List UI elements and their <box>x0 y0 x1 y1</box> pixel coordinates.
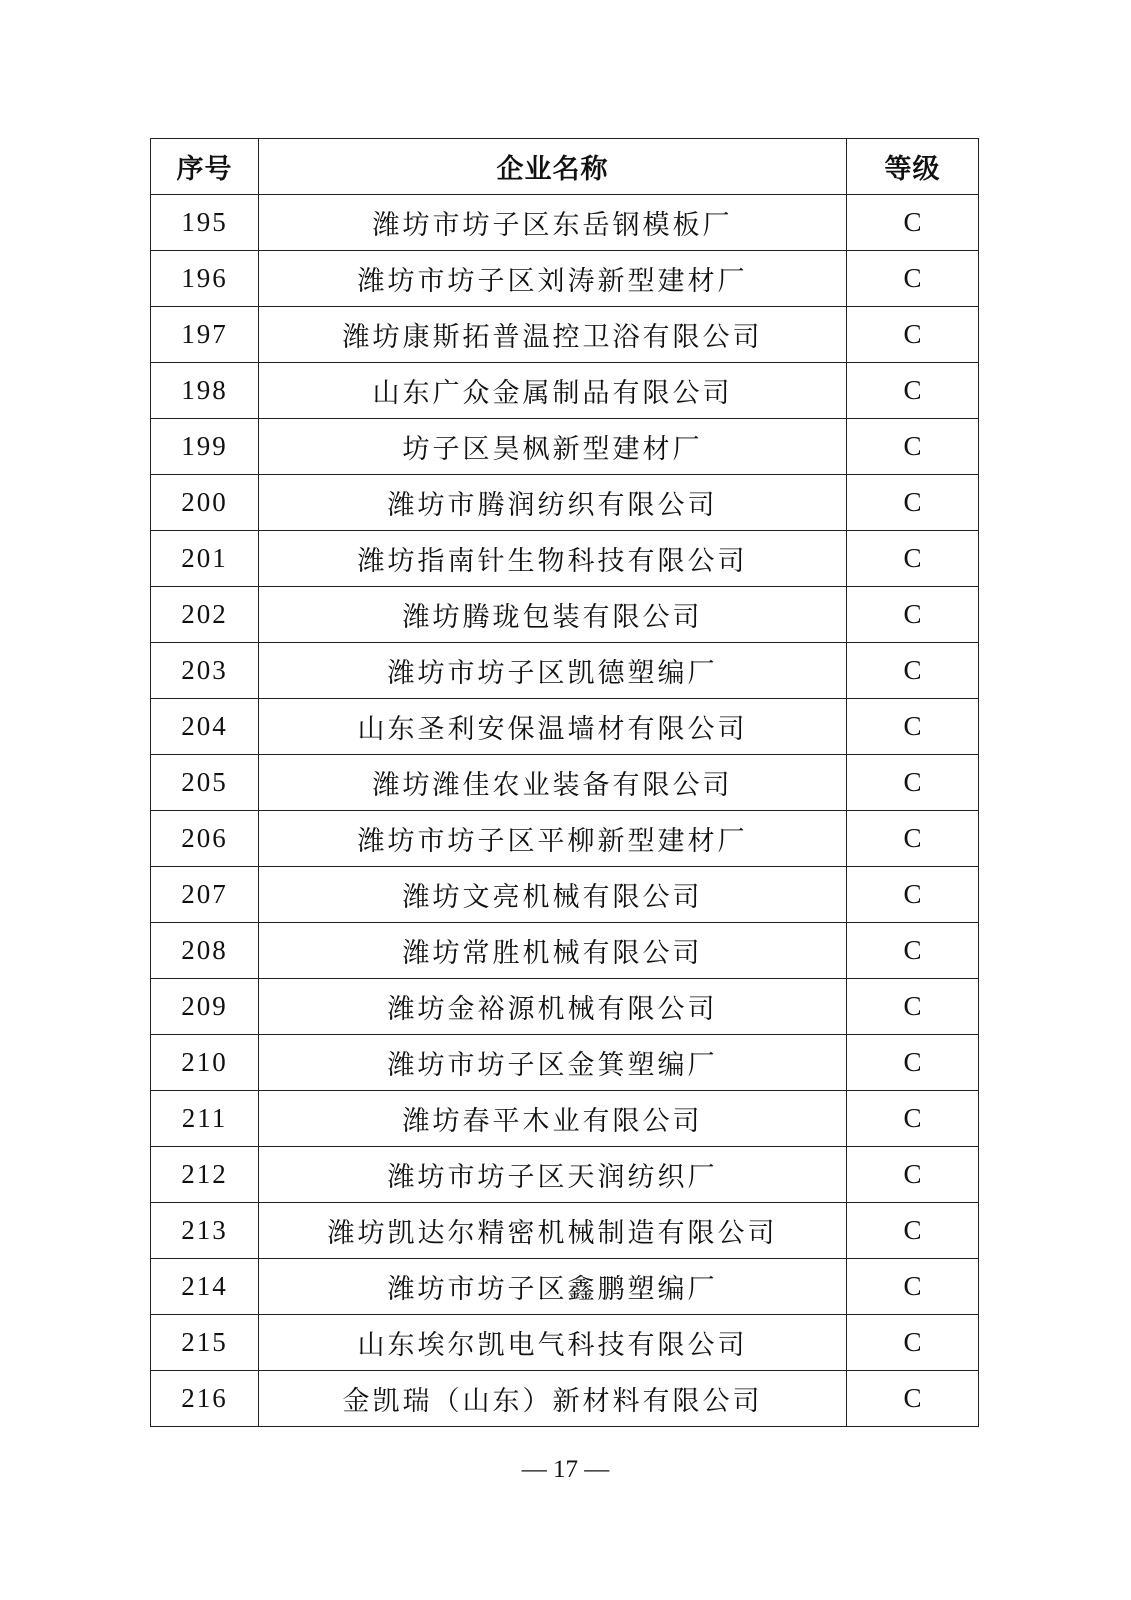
header-grade: 等级 <box>847 139 979 195</box>
header-row <box>151 139 979 195</box>
cell-name: 潍坊市坊子区凯德塑编厂 <box>259 643 847 699</box>
cell-grade: C <box>847 811 979 867</box>
table-row <box>151 923 979 979</box>
table-row <box>151 1035 979 1091</box>
cell-index: 201 <box>151 531 259 587</box>
cell-index: 211 <box>151 1091 259 1147</box>
cell-grade: C <box>847 867 979 923</box>
cell-index: 203 <box>151 643 259 699</box>
cell-name: 潍坊市坊子区鑫鹏塑编厂 <box>259 1259 847 1315</box>
cell-name: 潍坊春平木业有限公司 <box>259 1091 847 1147</box>
cell-name: 潍坊康斯拓普温控卫浴有限公司 <box>259 307 847 363</box>
cell-index: 208 <box>151 923 259 979</box>
table-row <box>151 643 979 699</box>
cell-name: 潍坊金裕源机械有限公司 <box>259 979 847 1035</box>
cell-grade: C <box>847 699 979 755</box>
cell-name: 潍坊凯达尔精密机械制造有限公司 <box>259 1203 847 1259</box>
table-row <box>151 307 979 363</box>
cell-grade: C <box>847 1315 979 1371</box>
table-row <box>151 867 979 923</box>
page-number: — 17 — <box>521 1456 610 1483</box>
cell-grade: C <box>847 1091 979 1147</box>
cell-index: 196 <box>151 251 259 307</box>
cell-grade: C <box>847 979 979 1035</box>
table-row <box>151 1091 979 1147</box>
table-row <box>151 475 979 531</box>
cell-grade: C <box>847 923 979 979</box>
cell-grade: C <box>847 587 979 643</box>
table-row <box>151 1203 979 1259</box>
cell-name: 潍坊常胜机械有限公司 <box>259 923 847 979</box>
cell-index: 197 <box>151 307 259 363</box>
table-row <box>151 531 979 587</box>
cell-name: 坊子区昊枫新型建材厂 <box>259 419 847 475</box>
cell-index: 206 <box>151 811 259 867</box>
cell-grade: C <box>847 195 979 251</box>
cell-index: 200 <box>151 475 259 531</box>
cell-name: 潍坊市坊子区东岳钢模板厂 <box>259 195 847 251</box>
table-header <box>151 139 979 195</box>
cell-grade: C <box>847 251 979 307</box>
table-body <box>151 195 979 1427</box>
cell-index: 198 <box>151 363 259 419</box>
cell-index: 210 <box>151 1035 259 1091</box>
cell-name: 潍坊文亮机械有限公司 <box>259 867 847 923</box>
cell-index: 215 <box>151 1315 259 1371</box>
table-row <box>151 979 979 1035</box>
table-row <box>151 699 979 755</box>
table-row <box>151 1147 979 1203</box>
cell-grade: C <box>847 1371 979 1427</box>
cell-name: 潍坊市坊子区天润纺织厂 <box>259 1147 847 1203</box>
cell-index: 205 <box>151 755 259 811</box>
cell-grade: C <box>847 1259 979 1315</box>
cell-index: 216 <box>151 1371 259 1427</box>
table-row <box>151 363 979 419</box>
cell-index: 207 <box>151 867 259 923</box>
cell-grade: C <box>847 531 979 587</box>
table-row <box>151 587 979 643</box>
table-row <box>151 1371 979 1427</box>
cell-grade: C <box>847 363 979 419</box>
cell-index: 199 <box>151 419 259 475</box>
header-index: 序号 <box>151 139 259 195</box>
table-row <box>151 251 979 307</box>
cell-index: 212 <box>151 1147 259 1203</box>
cell-grade: C <box>847 755 979 811</box>
cell-grade: C <box>847 307 979 363</box>
table-row <box>151 195 979 251</box>
cell-grade: C <box>847 419 979 475</box>
cell-name: 潍坊指南针生物科技有限公司 <box>259 531 847 587</box>
header-name: 企业名称 <box>259 139 847 195</box>
table-row <box>151 811 979 867</box>
cell-name: 山东圣利安保温墙材有限公司 <box>259 699 847 755</box>
cell-index: 213 <box>151 1203 259 1259</box>
cell-name: 山东埃尔凯电气科技有限公司 <box>259 1315 847 1371</box>
cell-name: 潍坊市坊子区平柳新型建材厂 <box>259 811 847 867</box>
table-row <box>151 1259 979 1315</box>
table-row <box>151 419 979 475</box>
cell-name: 山东广众金属制品有限公司 <box>259 363 847 419</box>
cell-grade: C <box>847 1147 979 1203</box>
cell-name: 金凯瑞（山东）新材料有限公司 <box>259 1371 847 1427</box>
cell-grade: C <box>847 1203 979 1259</box>
cell-name: 潍坊市腾润纺织有限公司 <box>259 475 847 531</box>
cell-name: 潍坊腾珑包装有限公司 <box>259 587 847 643</box>
cell-grade: C <box>847 475 979 531</box>
table-row <box>151 1315 979 1371</box>
cell-index: 214 <box>151 1259 259 1315</box>
cell-name: 潍坊市坊子区刘涛新型建材厂 <box>259 251 847 307</box>
cell-grade: C <box>847 643 979 699</box>
cell-name: 潍坊市坊子区金箕塑编厂 <box>259 1035 847 1091</box>
cell-name: 潍坊潍佳农业装备有限公司 <box>259 755 847 811</box>
cell-index: 202 <box>151 587 259 643</box>
table-row <box>151 755 979 811</box>
enterprise-grade-table <box>150 138 979 1427</box>
cell-grade: C <box>847 1035 979 1091</box>
cell-index: 195 <box>151 195 259 251</box>
cell-index: 209 <box>151 979 259 1035</box>
cell-index: 204 <box>151 699 259 755</box>
